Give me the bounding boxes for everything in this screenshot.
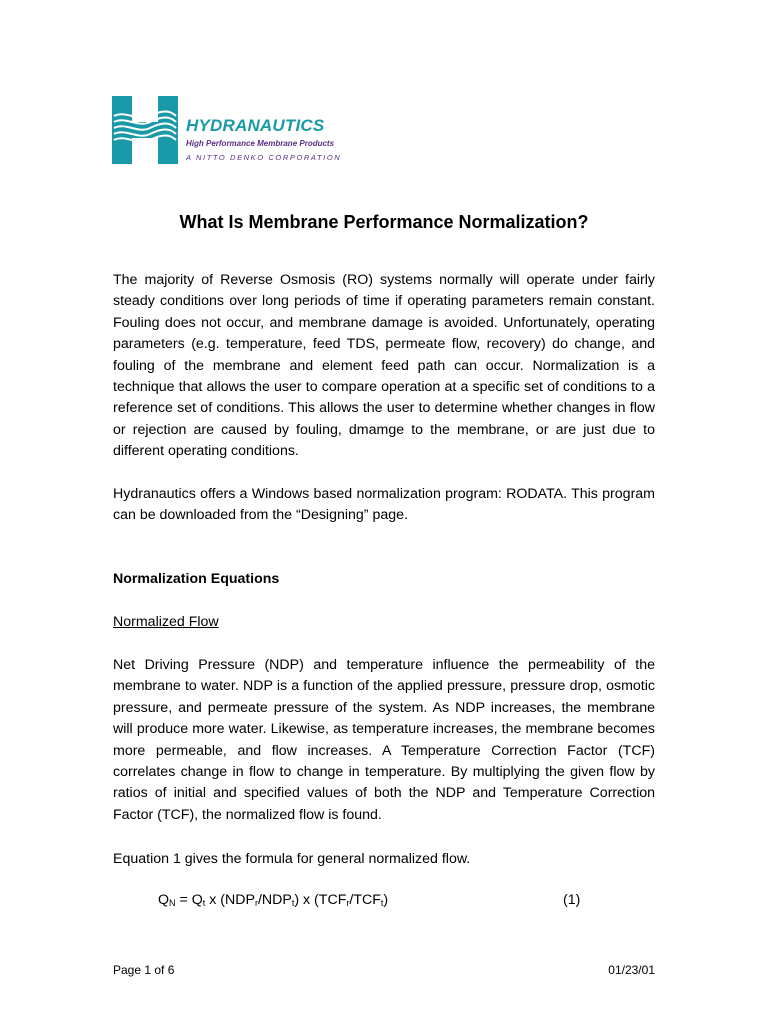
intro-paragraph: The majority of Reverse Osmosis (RO) systems normally will operate under fairly steady conditions over long periods of time if operating parameters remain constant. Fouling does not occur, and membrane damage is avoided. Unfortunately, operating parameters (e.g. temperature, feed TDS, permeate flow, recovery) do change, and fouling of the membrane and element feed path can occur. Normalization is a technique that allows the user to compare operation at a specific set of conditions to a reference set of conditions. This allows the user to determine whether changes in flow or rejection are caused by fouling, dmamge to the membrane, or are just due to different operating conditions. xyxy=(113,272,655,460)
ndp-paragraph: Net Driving Pressure (NDP) and temperature influence the permeability of the membrane to water. NDP is a function of the applied pressure, pressure drop, osmotic pressure, and permeate pressure of the system. As NDP increases, the membrane will produce more water. Likewise, as temperature increases, the membrane becomes more permeable, and flow increases. A Temperature Correction Factor (TCF) correlates change in flow to change in temperature. By multiplying the given flow by ratios of initial and specified values of both the NDP and Temperature Correction Factor (TCF), the normalized flow is found. xyxy=(113,657,655,823)
subsection-heading: Normalized Flow xyxy=(113,614,219,630)
equation-number: (1) xyxy=(563,892,581,908)
program-paragraph: Hydranautics offers a Windows based normalization program: RODATA. This program can be downloaded from the “Designing” page. xyxy=(113,486,655,524)
section-heading: Normalization Equations xyxy=(113,571,280,587)
page-title: What Is Membrane Performance Normalization? xyxy=(179,212,589,232)
company-logo xyxy=(112,96,342,166)
brand-name: HYDRANAUTICS xyxy=(186,116,325,135)
normalized-flow-equation: $Q_N = Q_t$ x $(NDP_r/NDP_t)$ x $(TCF_r/TCF_t)$ xyxy=(158,892,389,908)
brand-tagline: High Performance Membrane Products xyxy=(186,139,335,148)
brand-corporation: A NITTO DENKO CORPORATION xyxy=(186,153,342,162)
hydranautics-h-icon xyxy=(112,96,178,164)
document-date: 01/23/01 xyxy=(608,963,655,977)
page-number: Page 1 of 6 xyxy=(113,963,175,977)
equation-intro-paragraph: Equation 1 gives the formula for general normalized flow. xyxy=(113,851,471,867)
